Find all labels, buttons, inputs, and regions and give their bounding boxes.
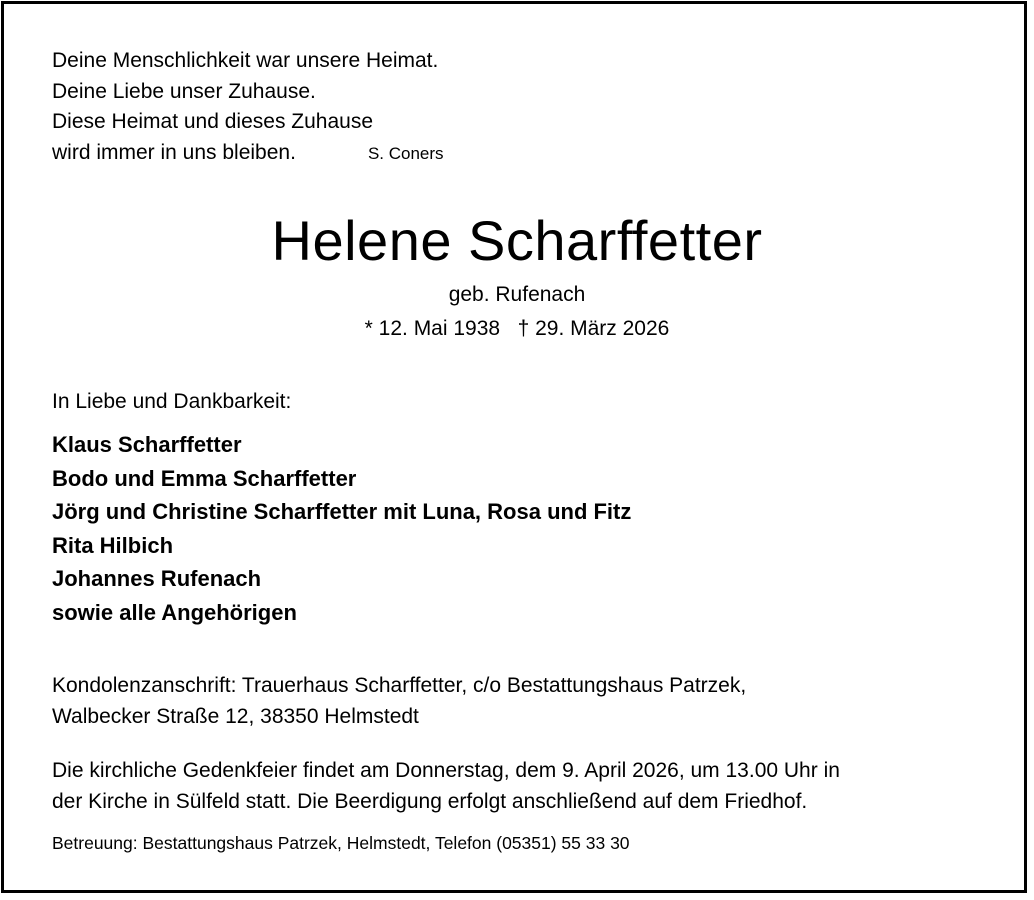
funeral-home-contact: Betreuung: Bestattungshaus Patrzek, Helmstedt, Telefon (05351) 55 33 30 xyxy=(52,833,630,853)
poem xyxy=(52,46,444,169)
poem-author: S. Coners xyxy=(367,143,444,163)
mourners-intro: In Liebe und Dankbarkeit: xyxy=(52,390,292,413)
mourner-name: Klaus Scharffetter xyxy=(52,432,242,457)
ceremony-line: Die kirchliche Gedenkfeier findet am Donnerstag, dem 9. April 2026, um 13.00 Uhr in xyxy=(52,759,840,782)
maiden-name: geb. Rufenach xyxy=(448,283,586,306)
poem-line: Diese Heimat und dieses Zuhause xyxy=(52,110,374,133)
mourners-list xyxy=(52,428,631,630)
deceased-name: Helene Scharffetter xyxy=(271,209,763,272)
mourner-name: sowie alle Angehörigen xyxy=(52,599,297,625)
ceremony-info xyxy=(52,755,840,817)
mourner-name: Jörg und Christine Scharffetter mit Luna, Rosa und Fitz xyxy=(52,499,632,525)
mourner-name: Bodo und Emma Scharffetter xyxy=(52,465,357,491)
poem-line: wird immer in uns bleiben. xyxy=(52,140,296,164)
mourner-name: Johannes Rufenach xyxy=(52,566,262,592)
poem-line: Deine Liebe unser Zuhause. xyxy=(52,79,316,103)
ceremony-line: der Kirche in Sülfeld statt. Die Beerdigung erfolgt anschließend auf dem Friedhof. xyxy=(52,790,808,813)
poem-line: Deine Menschlichkeit war unsere Heimat. xyxy=(52,49,439,72)
life-dates: * 12. Mai 1938 † 29. März 2026 xyxy=(364,317,670,340)
address-line: Kondolenzanschrift: Trauerhaus Scharffetter, c/o Bestattungshaus Patrzek, xyxy=(52,674,747,697)
condolence-address xyxy=(52,670,746,732)
mourner-name: Rita Hilbich xyxy=(52,532,174,558)
poem-line-last xyxy=(52,138,444,170)
address-line: Walbecker Straße 12, 38350 Helmstedt xyxy=(52,705,419,728)
